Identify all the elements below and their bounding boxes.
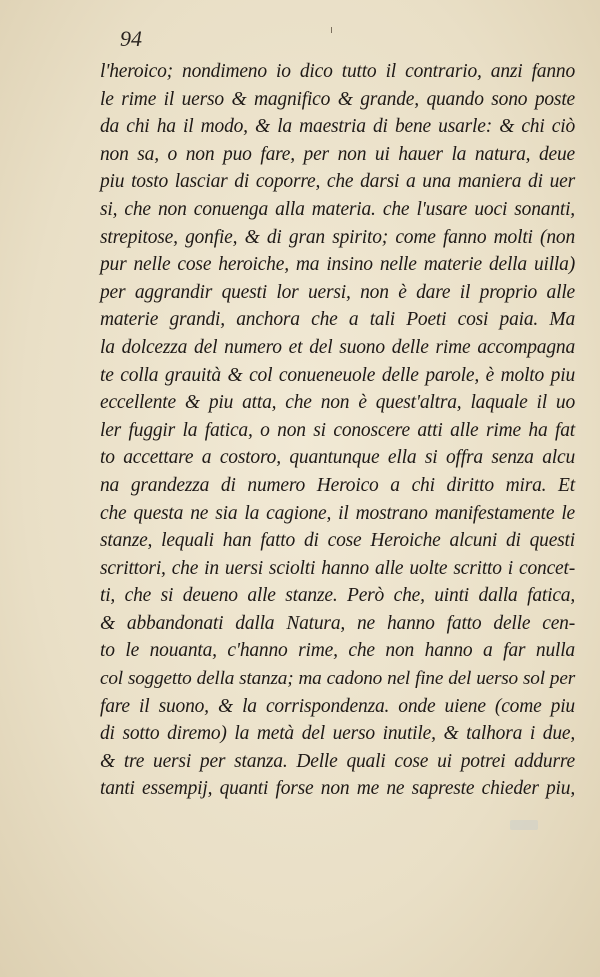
print-mark: [331, 27, 332, 33]
text-line: per aggrandir questi lor uersi, non è dare il proprio alle: [100, 281, 575, 303]
text-line: l'heroico; nondimeno io dico tutto il contrario, anzi fanno: [100, 61, 575, 82]
text-line: & abbandonati dalla Natura, ne hanno fatto delle cen-: [100, 612, 575, 634]
text-line: stanze, lequali han fatto di cose Heroiche alcuni di questi: [100, 530, 575, 552]
text-line: da chi ha il modo, & la maestria di bene usarle: & chi ciò: [100, 116, 575, 138]
text-line: ti, che si deueno alle stanze. Però che, uinti dalla fatica,: [100, 585, 575, 607]
text-line: ler fuggir la fatica, o non si conoscere atti alle rime ha fat: [100, 419, 575, 441]
text-line: che questa ne sia la cagione, il mostrano manifestamente le: [100, 502, 575, 524]
text-line: strepitose, gonfie, & di gran spirito; come fanno molti (non: [100, 226, 575, 248]
text-line: to accettare a costoro, quantunque ella si offra senza alcu: [100, 447, 575, 469]
text-line: to le nouanta, c'hanno rime, che non hanno a far nulla: [100, 640, 575, 662]
body-text: [100, 58, 575, 803]
text-line: pur nelle cose heroiche, ma insino nelle materie della uilla): [100, 254, 575, 276]
text-line: di sotto diremo) la metà del uerso inutile, & talhora i due,: [100, 723, 575, 745]
text-line: le rime il uerso & magnifico & grande, quando sono poste: [100, 88, 575, 110]
text-line: & tre uersi per stanza. Delle quali cose ui potrei addurre: [100, 750, 575, 772]
text-line: na grandezza di numero Heroico a chi diritto mira. Et: [100, 474, 575, 496]
paper-stain: [510, 820, 538, 830]
text-line: col soggetto della stanza; ma cadono nel fine del uerso sol per: [100, 668, 575, 690]
page-number: 94: [120, 26, 142, 51]
text-line: scrittori, che in uersi sciolti hanno alle uolte scritto i concet-: [100, 557, 575, 579]
text-line: si, che non conuenga alla materia. che l'usare uoci sonanti,: [100, 198, 575, 220]
text-line: piu tosto lasciar di coporre, che darsi a una maniera di uer: [100, 171, 575, 193]
text-line: tanti essempij, quanti forse non me ne sapreste chieder piu,: [100, 778, 575, 800]
text-line: te colla grauità & col conueneuole delle parole, è molto piu: [100, 364, 575, 386]
text-line: non sa, o non puo fare, per non ui hauer la natura, deue: [100, 143, 575, 165]
text-line: fare il suono, & la corrispondenza. onde uiene (come piu: [100, 695, 575, 717]
text-line: eccellente & piu atta, che non è quest'altra, laquale il uo: [100, 392, 575, 414]
text-line: materie grandi, anchora che a tali Poeti cosi paia. Ma: [100, 309, 575, 331]
text-line: la dolcezza del numero et del suono delle rime accompagna: [100, 336, 575, 358]
